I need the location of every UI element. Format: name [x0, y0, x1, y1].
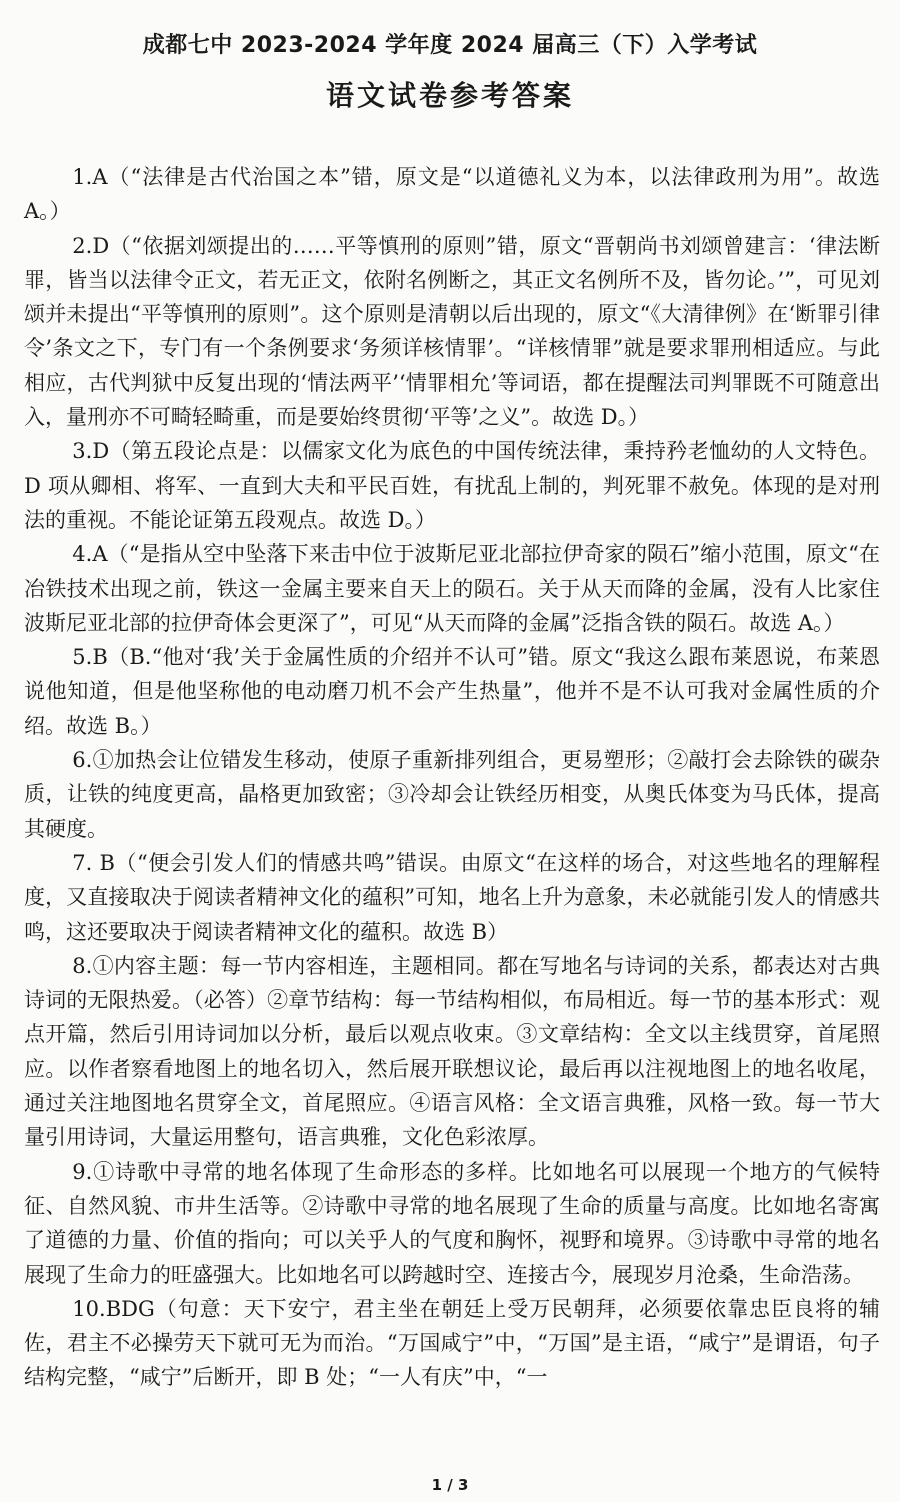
- answer-list: [24, 160, 880, 1395]
- answer-item-2: 2.D（“依据刘颂提出的……平等慎刑的原则”错，原文“晋朝尚书刘颂曾建言：‘律法断罪，皆当以法律令正文，若无正文，依附名例断之，其正文名例所不及，皆勿论。’”，可见刘颂并未提出“平等慎刑的原则”。这个原则是清朝以后出现的，原文“《大清律例》在‘断罪引律令’条文之下，专门有一个条例要求‘务须详核情罪’。“详核情罪”就是要求罪刑相适应。与此相应，古代判狱中反复出现的‘情法两平’‘情罪相允’等词语，都在提醒法司判罪既不可随意出入，量刑亦不可畸轻畸重，而是要始终贯彻‘平等’之义”。故选 D。）: [24, 233, 880, 430]
- answer-item-7: 7. B（“便会引发人们的情感共鸣”错误。由原文“在这样的场合，对这些地名的理解程度，又直接取决于阅读者精神文化的蕴积”可知，地名上升为意象，未必就能引发人的情感共鸣，这还要取决于阅读者精神文化的蕴积。故选 B）: [24, 850, 880, 944]
- exam-title: 成都七中 2023-2024 学年度 2024 届高三（下）入学考试: [142, 33, 758, 58]
- answer-item-5: 5.B（B.“他对‘我’关于金属性质的介绍并不认可”错。原文“我这么跟布莱恩说，布莱恩说他知道，但是他坚称他的电动磨刀机不会产生热量”，他并不是不认可我对金属性质的介绍。故选 B。）: [24, 645, 880, 738]
- page-number: 1 / 3: [431, 1476, 469, 1494]
- document-header: [0, 26, 900, 118]
- answer-item-10: 10.BDG（句意：天下安宁，君主坐在朝廷上受万民朝拜，必须要依靠忠臣良将的辅佐，君主不必操劳天下就可无为而治。“万国咸宁”中，“万国”是主语，“咸宁”是谓语，句子结构完整，“咸宁”后断开，即 B 处；“一人有庆”中，“一: [24, 1296, 880, 1390]
- answer-item-3: 3.D（第五段论点是：以儒家文化为底色的中国传统法律，秉持矜老恤幼的人文特色。D 项从卿相、将军、一直到大夫和平民百姓，有扰乱上制的，判死罪不赦免。体现的是对刑法的重视。不能论证第五段观点。故选 D。）: [24, 439, 880, 532]
- answer-item-6: 6.①加热会让位错发生移动，使原子重新排列组合，更易塑形；②敲打会去除铁的碳杂质，让铁的纯度更高，晶格更加致密；③冷却会让铁经历相变，从奥氏体变为马氏体，提高其硬度。: [24, 748, 880, 841]
- document-title: 语文试卷参考答案: [325, 79, 574, 112]
- answer-item-1: 1.A（“法律是古代治国之本”错，原文是“以道德礼义为本，以法律政刑为用”。故选 A。）: [24, 165, 880, 224]
- answer-item-8: 8.①内容主题：每一节内容相连，主题相同。都在写地名与诗词的关系，都表达对古典诗词的无限热爱。（必答）②章节结构：每一节结构相似，布局相近。每一节的基本形式：观点开篇，然后引用诗词加以分析，最后以观点收束。③文章结构：全文以主线贯穿，首尾照应。以作者察看地图上的地名切入，然后展开联想议论，最后再以注视地图上的地名收尾，通过关注地图地名贯穿全文，首尾照应。④语言风格：全文语言典雅，风格一致。每一节大量引用诗词，大量运用整句，语言典雅，文化色彩浓厚。: [24, 953, 880, 1150]
- answer-item-4: 4.A（“是指从空中坠落下来击中位于波斯尼亚北部拉伊奇家的陨石”缩小范围，原文“在冶铁技术出现之前，铁这一金属主要来自天上的陨石。关于从天而降的金属，没有人比家住波斯尼亚北部的拉伊奇体会更深了”，可见“从天而降的金属”泛指含铁的陨石。故选 A。）: [24, 542, 880, 635]
- answer-item-9: 9.①诗歌中寻常的地名体现了生命形态的多样。比如地名可以展现一个地方的气候特征、自然风貌、市井生活等。②诗歌中寻常的地名展现了生命的质量与高度。比如地名寄寓了道德的力量、价值的指向；可以关乎人的气度和胸怀，视野和境界。③诗歌中寻常的地名展现了生命力的旺盛强大。比如地名可以跨越时空、连接古今，展现岁月沧桑，生命浩荡。: [24, 1159, 880, 1287]
